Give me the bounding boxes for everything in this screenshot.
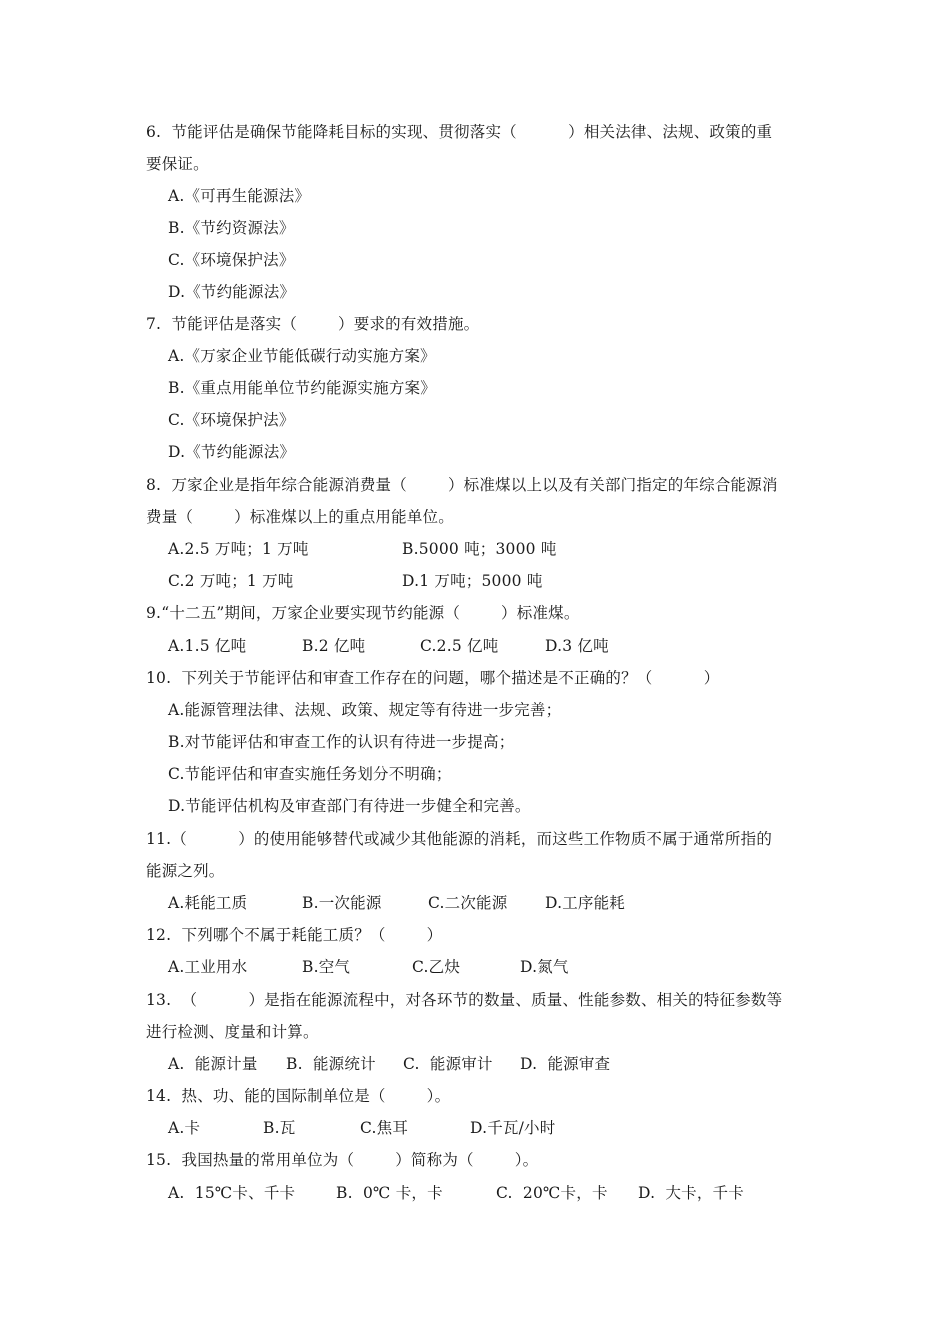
question-9-option-a: A.1.5 亿吨 (168, 637, 247, 655)
question-7-option-c: C.《环境保护法》 (168, 411, 295, 429)
question-11-option-b: B.一次能源 (302, 894, 382, 912)
question-11-option-d: D.工序能耗 (545, 894, 626, 912)
question-6-text-cont: 要保证。 (146, 155, 209, 173)
question-10-option-a: A.能源管理法律、法规、政策、规定等有待进一步完善； (168, 701, 562, 719)
question-15-option-c: C. 20℃卡，卡 (496, 1184, 608, 1202)
question-6-text: 6. 节能评估是确保节能降耗目标的实现、贯彻落实（ ）相关法律、法规、政策的重 (146, 123, 773, 141)
question-9-option-c: C.2.5 亿吨 (420, 637, 499, 655)
question-12-option-b: B.空气 (302, 958, 351, 976)
question-15-option-d: D. 大卡，千卡 (638, 1184, 744, 1202)
question-12-text: 12. 下列哪个不属于耗能工质？（ ） (146, 926, 443, 944)
question-8-option-d: D.1 万吨；5000 吨 (402, 572, 543, 590)
question-13-option-a: A. 能源计量 (168, 1055, 258, 1073)
question-13-option-c: C. 能源审计 (403, 1055, 493, 1073)
question-8-option-a: A.2.5 万吨；1 万吨 (168, 540, 309, 558)
question-9-text: 9.“十二五”期间，万家企业要实现节约能源（ ）标准煤。 (146, 604, 580, 622)
question-6-option-b: B.《节约资源法》 (168, 219, 295, 237)
question-15-option-b: B. 0℃ 卡，卡 (336, 1184, 443, 1202)
question-10-option-b: B.对节能评估和审查工作的认识有待进一步提高； (168, 733, 515, 751)
question-7-text: 7. 节能评估是落实（ ）要求的有效措施。 (146, 315, 480, 333)
question-7-option-a: A.《万家企业节能低碳行动实施方案》 (168, 347, 436, 365)
question-14-text: 14. 热、功、能的国际制单位是（ ）。 (146, 1087, 451, 1105)
question-14-option-a: A.卡 (168, 1119, 201, 1137)
question-13-option-b: B. 能源统计 (286, 1055, 376, 1073)
question-13-text-cont: 进行检测、度量和计算。 (146, 1023, 319, 1041)
question-10-option-c: C.节能评估和审查实施任务划分不明确； (168, 765, 452, 783)
question-6-option-a: A.《可再生能源法》 (168, 187, 311, 205)
question-12-option-a: A.工业用水 (168, 958, 248, 976)
question-11-text: 11.（ ）的使用能够替代或减少其他能源的消耗，而这些工作物质不属于通常所指的 (146, 830, 773, 848)
question-9-option-b: B.2 亿吨 (302, 637, 366, 655)
question-8-text: 8. 万家企业是指年综合能源消费量（ ）标准煤以上以及有关部门指定的年综合能源消 (146, 476, 778, 494)
question-6-option-c: C.《环境保护法》 (168, 251, 295, 269)
question-14-option-b: B.瓦 (263, 1119, 296, 1137)
question-15-option-a: A. 15℃卡、千卡 (168, 1184, 296, 1202)
question-10-option-d: D.节能评估机构及审查部门有待进一步健全和完善。 (168, 797, 531, 815)
question-12-option-c: C.乙炔 (412, 958, 461, 976)
question-13-option-d: D. 能源审查 (520, 1055, 611, 1073)
question-7-option-d: D.《节约能源法》 (168, 443, 296, 461)
question-8-option-b: B.5000 吨；3000 吨 (402, 540, 557, 558)
question-15-text: 15. 我国热量的常用单位为（ ）简称为（ ）。 (146, 1151, 539, 1169)
question-13-text: 13. （ ）是指在能源流程中，对各环节的数量、质量、性能参数、相关的特征参数等 (146, 991, 783, 1009)
question-11-option-a: A.耗能工质 (168, 894, 248, 912)
question-14-option-d: D.千瓦/小时 (470, 1119, 556, 1137)
question-8-option-c: C.2 万吨；1 万吨 (168, 572, 294, 590)
question-9-option-d: D.3 亿吨 (545, 637, 609, 655)
question-11-option-c: C.二次能源 (428, 894, 508, 912)
question-12-option-d: D.氮气 (520, 958, 569, 976)
question-14-option-c: C.焦耳 (360, 1119, 409, 1137)
question-10-text: 10. 下列关于节能评估和审查工作存在的问题，哪个描述是不正确的？（ ） (146, 669, 720, 687)
question-6-option-d: D.《节约能源法》 (168, 283, 296, 301)
question-7-option-b: B.《重点用能单位节约能源实施方案》 (168, 379, 436, 397)
question-8-text-cont: 费量（ ）标准煤以上的重点用能单位。 (146, 508, 454, 526)
question-11-text-cont: 能源之列。 (146, 862, 225, 880)
